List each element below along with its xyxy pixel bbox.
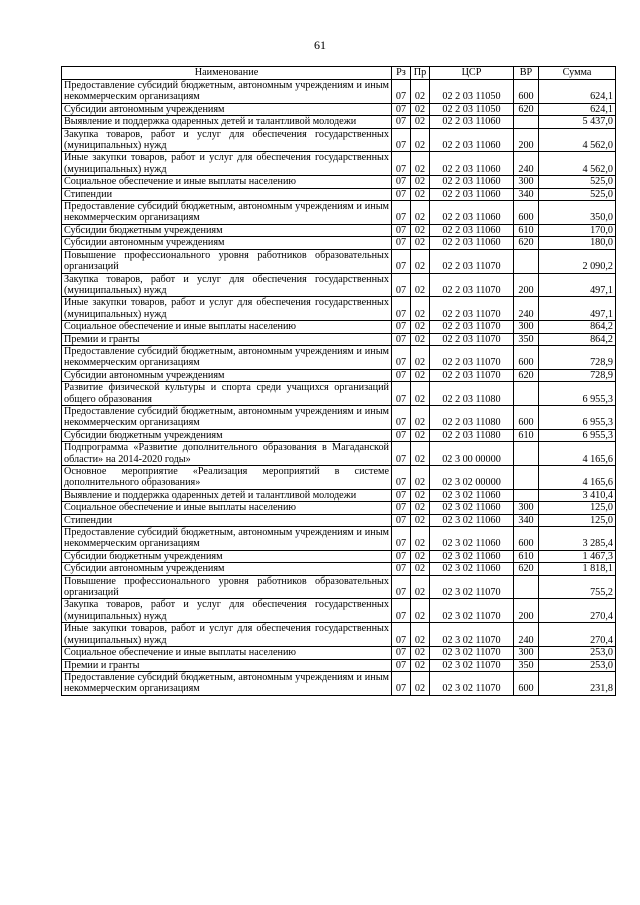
cell-rz: 07 [392,405,411,429]
cell-sum: 5 437,0 [539,116,616,128]
cell-sum: 864,2 [539,321,616,333]
cell-sum: 525,0 [539,176,616,188]
cell-pr: 02 [411,563,430,575]
cell-csr: 02 2 03 11060 [430,201,514,225]
cell-vr: 350 [514,659,539,671]
cell-pr: 02 [411,659,430,671]
cell-sum: 350,0 [539,201,616,225]
table-row [62,550,616,562]
cell-vr: 200 [514,128,539,152]
cell-rz: 07 [392,201,411,225]
cell-vr: 600 [514,345,539,369]
cell-csr: 02 2 03 11070 [430,297,514,321]
cell-csr: 02 2 03 11070 [430,345,514,369]
cell-name: Субсидии автономным учреждениям [62,369,392,381]
cell-name: Субсидии автономным учреждениям [62,103,392,115]
cell-rz: 07 [392,527,411,551]
cell-vr [514,575,539,599]
cell-rz: 07 [392,345,411,369]
cell-vr: 240 [514,623,539,647]
table-row [62,103,616,115]
table-row [62,345,616,369]
table-row [62,224,616,236]
cell-vr: 300 [514,647,539,659]
cell-csr: 02 3 02 11070 [430,659,514,671]
cell-sum: 4 562,0 [539,128,616,152]
cell-vr [514,249,539,273]
cell-sum: 180,0 [539,237,616,249]
cell-csr: 02 3 02 11070 [430,623,514,647]
cell-csr: 02 2 03 11070 [430,333,514,345]
cell-rz: 07 [392,514,411,526]
cell-name: Социальное обеспечение и иные выплаты населению [62,176,392,188]
cell-name: Выявление и поддержка одаренных детей и талантливой молодежи [62,489,392,501]
cell-name: Закупка товаров, работ и услуг для обеспечения государственных (муниципальных) нужд [62,599,392,623]
cell-csr: 02 2 03 11070 [430,369,514,381]
cell-pr: 02 [411,502,430,514]
cell-pr: 02 [411,671,430,695]
cell-csr: 02 3 00 00000 [430,442,514,466]
cell-pr: 02 [411,429,430,441]
cell-sum: 755,2 [539,575,616,599]
cell-rz: 07 [392,116,411,128]
cell-csr: 02 3 02 11060 [430,502,514,514]
header-name: Наименование [62,67,392,80]
cell-csr: 02 2 03 11060 [430,188,514,200]
table-row [62,466,616,490]
cell-sum: 2 090,2 [539,249,616,273]
cell-name: Социальное обеспечение и иные выплаты населению [62,502,392,514]
table-row [62,80,616,104]
cell-csr: 02 2 03 11060 [430,224,514,236]
cell-name: Социальное обеспечение и иные выплаты населению [62,321,392,333]
cell-name: Предоставление субсидий бюджетным, автономным учреждениям и иным некоммерческим организациям [62,671,392,695]
cell-name: Субсидии автономным учреждениям [62,237,392,249]
cell-vr: 240 [514,152,539,176]
cell-pr: 02 [411,575,430,599]
table-row [62,201,616,225]
cell-pr: 02 [411,297,430,321]
table-row [62,152,616,176]
cell-vr [514,489,539,501]
header-rz: Рз [392,67,411,80]
cell-pr: 02 [411,442,430,466]
cell-csr: 02 2 03 11050 [430,80,514,104]
cell-name: Иные закупки товаров, работ и услуг для обеспечения государственных (муниципальных) нужд [62,297,392,321]
cell-sum: 170,0 [539,224,616,236]
cell-sum: 4 165,6 [539,466,616,490]
table-row [62,647,616,659]
cell-name: Повышение профессионального уровня работников образовательных организаций [62,249,392,273]
cell-rz: 07 [392,80,411,104]
header-csr: ЦСР [430,67,514,80]
cell-vr: 240 [514,297,539,321]
budget-table [61,66,616,696]
cell-name: Основное мероприятие «Реализация мероприятий в системе дополнительного образования» [62,466,392,490]
cell-rz: 07 [392,489,411,501]
cell-sum: 1 467,3 [539,550,616,562]
cell-pr: 02 [411,249,430,273]
cell-sum: 270,4 [539,623,616,647]
cell-vr: 350 [514,333,539,345]
cell-pr: 02 [411,647,430,659]
table-row [62,188,616,200]
cell-pr: 02 [411,103,430,115]
table-row [62,527,616,551]
cell-sum: 253,0 [539,659,616,671]
cell-sum: 4 562,0 [539,152,616,176]
cell-csr: 02 3 02 00000 [430,466,514,490]
cell-vr: 610 [514,224,539,236]
cell-rz: 07 [392,176,411,188]
cell-pr: 02 [411,80,430,104]
cell-vr [514,382,539,406]
cell-pr: 02 [411,369,430,381]
cell-sum: 3 285,4 [539,527,616,551]
table-row [62,116,616,128]
cell-rz: 07 [392,671,411,695]
cell-sum: 253,0 [539,647,616,659]
cell-name: Предоставление субсидий бюджетным, автономным учреждениям и иным некоммерческим организациям [62,345,392,369]
cell-name: Социальное обеспечение и иные выплаты населению [62,647,392,659]
cell-vr: 200 [514,273,539,297]
cell-rz: 07 [392,224,411,236]
cell-vr: 600 [514,80,539,104]
cell-pr: 02 [411,188,430,200]
cell-csr: 02 2 03 11070 [430,273,514,297]
cell-vr [514,442,539,466]
cell-pr: 02 [411,152,430,176]
table-row [62,249,616,273]
cell-sum: 497,1 [539,297,616,321]
table-row [62,575,616,599]
cell-rz: 07 [392,273,411,297]
cell-csr: 02 2 03 11060 [430,128,514,152]
cell-vr: 340 [514,514,539,526]
cell-vr: 620 [514,563,539,575]
cell-rz: 07 [392,623,411,647]
cell-csr: 02 3 02 11060 [430,527,514,551]
cell-vr: 300 [514,176,539,188]
cell-sum: 497,1 [539,273,616,297]
cell-csr: 02 3 02 11070 [430,575,514,599]
cell-csr: 02 2 03 11060 [430,237,514,249]
cell-rz: 07 [392,466,411,490]
cell-name: Выявление и поддержка одаренных детей и талантливой молодежи [62,116,392,128]
cell-rz: 07 [392,647,411,659]
cell-rz: 07 [392,321,411,333]
cell-name: Субсидии бюджетным учреждениям [62,550,392,562]
cell-rz: 07 [392,128,411,152]
cell-sum: 6 955,3 [539,429,616,441]
cell-vr: 340 [514,188,539,200]
cell-pr: 02 [411,514,430,526]
table-row [62,671,616,695]
table-row [62,321,616,333]
cell-csr: 02 3 02 11070 [430,599,514,623]
header-sum: Сумма [539,67,616,80]
cell-pr: 02 [411,489,430,501]
table-row [62,382,616,406]
table-row [62,659,616,671]
cell-vr: 300 [514,321,539,333]
cell-pr: 02 [411,527,430,551]
cell-rz: 07 [392,188,411,200]
cell-csr: 02 2 03 11060 [430,116,514,128]
cell-csr: 02 2 03 11080 [430,405,514,429]
table-row [62,369,616,381]
table-row [62,297,616,321]
cell-csr: 02 2 03 11070 [430,249,514,273]
cell-csr: 02 2 03 11080 [430,382,514,406]
cell-pr: 02 [411,201,430,225]
cell-pr: 02 [411,224,430,236]
cell-vr: 620 [514,369,539,381]
cell-rz: 07 [392,575,411,599]
cell-name: Предоставление субсидий бюджетным, автономным учреждениям и иным некоммерческим организациям [62,80,392,104]
cell-name: Премии и гранты [62,333,392,345]
cell-pr: 02 [411,405,430,429]
cell-name: Субсидии бюджетным учреждениям [62,224,392,236]
table-row [62,405,616,429]
table-row [62,128,616,152]
cell-rz: 07 [392,382,411,406]
cell-name: Предоставление субсидий бюджетным, автономным учреждениям и иным некоммерческим организациям [62,405,392,429]
table-row [62,429,616,441]
table-row [62,237,616,249]
table-row [62,176,616,188]
cell-csr: 02 2 03 11060 [430,176,514,188]
header-pr: Пр [411,67,430,80]
cell-rz: 07 [392,429,411,441]
cell-sum: 1 818,1 [539,563,616,575]
cell-vr: 620 [514,237,539,249]
cell-vr: 610 [514,550,539,562]
cell-pr: 02 [411,345,430,369]
cell-rz: 07 [392,333,411,345]
cell-vr: 600 [514,527,539,551]
cell-csr: 02 2 03 11050 [430,103,514,115]
cell-sum: 125,0 [539,514,616,526]
cell-vr: 600 [514,405,539,429]
cell-pr: 02 [411,382,430,406]
cell-sum: 624,1 [539,103,616,115]
cell-pr: 02 [411,321,430,333]
cell-rz: 07 [392,442,411,466]
table-row [62,333,616,345]
cell-vr [514,116,539,128]
cell-name: Развитие физической культуры и спорта среди учащихся организаций общего образования [62,382,392,406]
cell-csr: 02 2 03 11070 [430,321,514,333]
table-header-row [62,67,616,80]
page-number: 61 [314,38,326,52]
cell-rz: 07 [392,297,411,321]
table-row [62,489,616,501]
cell-csr: 02 3 02 11060 [430,489,514,501]
cell-sum: 3 410,4 [539,489,616,501]
cell-pr: 02 [411,176,430,188]
cell-rz: 07 [392,152,411,176]
cell-vr: 600 [514,201,539,225]
cell-sum: 125,0 [539,502,616,514]
cell-pr: 02 [411,333,430,345]
cell-pr: 02 [411,623,430,647]
cell-name: Стипендии [62,514,392,526]
cell-csr: 02 3 02 11060 [430,563,514,575]
table-row [62,273,616,297]
cell-sum: 728,9 [539,369,616,381]
cell-name: Премии и гранты [62,659,392,671]
cell-vr: 200 [514,599,539,623]
cell-rz: 07 [392,103,411,115]
cell-sum: 728,9 [539,345,616,369]
cell-pr: 02 [411,466,430,490]
table-row [62,563,616,575]
cell-vr: 300 [514,502,539,514]
cell-name: Иные закупки товаров, работ и услуг для обеспечения государственных (муниципальных) нужд [62,152,392,176]
cell-rz: 07 [392,369,411,381]
cell-sum: 4 165,6 [539,442,616,466]
cell-pr: 02 [411,273,430,297]
table-row [62,514,616,526]
cell-rz: 07 [392,502,411,514]
cell-sum: 270,4 [539,599,616,623]
cell-rz: 07 [392,599,411,623]
cell-sum: 624,1 [539,80,616,104]
cell-csr: 02 2 03 11080 [430,429,514,441]
cell-name: Закупка товаров, работ и услуг для обеспечения государственных (муниципальных) нужд [62,128,392,152]
cell-csr: 02 3 02 11070 [430,647,514,659]
cell-pr: 02 [411,599,430,623]
table-row [62,442,616,466]
cell-vr: 620 [514,103,539,115]
cell-name: Стипендии [62,188,392,200]
cell-name: Субсидии бюджетным учреждениям [62,429,392,441]
cell-rz: 07 [392,659,411,671]
cell-sum: 6 955,3 [539,382,616,406]
cell-vr: 610 [514,429,539,441]
cell-name: Подпрограмма «Развитие дополнительного образования в Магаданской области» на 2014-2020 годы» [62,442,392,466]
cell-name: Субсидии автономным учреждениям [62,563,392,575]
cell-vr [514,466,539,490]
cell-name: Предоставление субсидий бюджетным, автономным учреждениям и иным некоммерческим организациям [62,527,392,551]
cell-rz: 07 [392,237,411,249]
cell-name: Закупка товаров, работ и услуг для обеспечения государственных (муниципальных) нужд [62,273,392,297]
cell-rz: 07 [392,249,411,273]
cell-name: Повышение профессионального уровня работников образовательных организаций [62,575,392,599]
table-row [62,599,616,623]
cell-pr: 02 [411,116,430,128]
header-vr: ВР [514,67,539,80]
cell-name: Иные закупки товаров, работ и услуг для обеспечения государственных (муниципальных) нужд [62,623,392,647]
table-row [62,623,616,647]
cell-csr: 02 3 02 11070 [430,671,514,695]
cell-sum: 231,8 [539,671,616,695]
cell-pr: 02 [411,237,430,249]
cell-sum: 864,2 [539,333,616,345]
cell-pr: 02 [411,550,430,562]
cell-rz: 07 [392,550,411,562]
cell-vr: 600 [514,671,539,695]
cell-sum: 525,0 [539,188,616,200]
table-row [62,502,616,514]
cell-csr: 02 2 03 11060 [430,152,514,176]
cell-pr: 02 [411,128,430,152]
cell-csr: 02 3 02 11060 [430,514,514,526]
cell-csr: 02 3 02 11060 [430,550,514,562]
cell-name: Предоставление субсидий бюджетным, автономным учреждениям и иным некоммерческим организациям [62,201,392,225]
cell-rz: 07 [392,563,411,575]
cell-sum: 6 955,3 [539,405,616,429]
